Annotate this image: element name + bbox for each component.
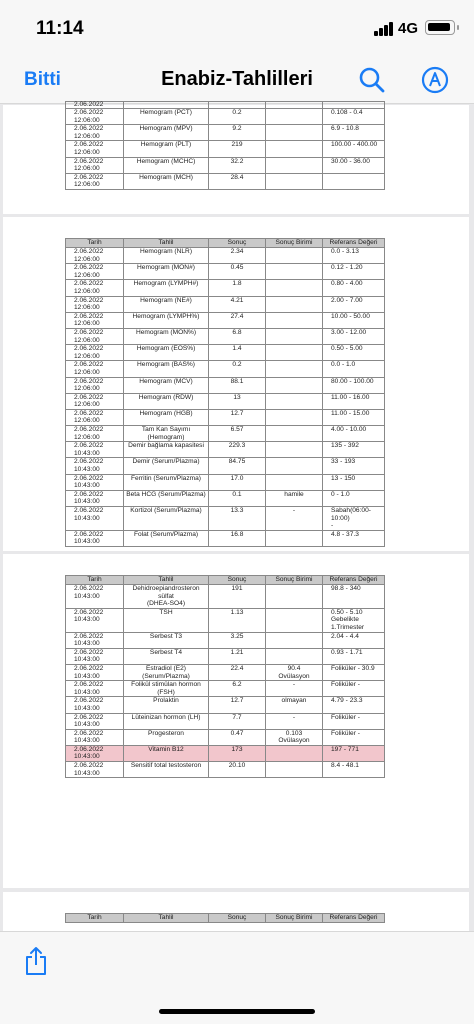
cell-result: 0.47 <box>209 729 266 745</box>
cell-unit: olmayan <box>266 697 323 713</box>
header-sonuc: Sonuç <box>209 914 266 923</box>
cell-test-name: Folikül stimülan hormon (FSH) <box>124 681 209 697</box>
cell-test-name: Estradiol (E2) (Serum/Plazma) <box>124 664 209 680</box>
cell-unit <box>266 530 323 546</box>
cell-date: 2.06.2022 12:06:00 <box>66 141 124 157</box>
cell-result: 1.13 <box>209 608 266 632</box>
cell-date: 2.06.2022 10:43:00 <box>66 729 124 745</box>
cell-test-name: Serbest T4 <box>124 648 209 664</box>
cell-test-name: Hemogram (HGB) <box>124 409 209 425</box>
cell-test-name: Hemogram (PCT) <box>124 109 209 125</box>
cell-unit <box>266 173 323 189</box>
cell-result: 0.45 <box>209 264 266 280</box>
cell-result: 6.2 <box>209 681 266 697</box>
table-row <box>66 458 385 474</box>
pdf-page-2 <box>3 217 469 551</box>
cell-result: 4.21 <box>209 296 266 312</box>
cell-reference: 3.00 - 12.00 <box>323 328 385 344</box>
header-tarih: Tarih <box>66 239 124 248</box>
cell-reference: 100.00 - 400.00 <box>323 141 385 157</box>
cell-date: 2.06.2022 <box>66 102 124 109</box>
cell-result: 0.2 <box>209 109 266 125</box>
table-row <box>66 125 385 141</box>
cell-result: 17.0 <box>209 474 266 490</box>
cell-date: 2.06.2022 12:06:00 <box>66 109 124 125</box>
table-row <box>66 173 385 189</box>
cell-unit: 0.103 Ovülasyon <box>266 729 323 745</box>
cell-unit <box>266 632 323 648</box>
cell-test-name: Vitamin B12 <box>124 745 209 761</box>
cell-reference: 4.8 - 37.3 <box>323 530 385 546</box>
table-row <box>66 762 385 778</box>
table-row <box>66 745 385 761</box>
document-title: Enabiz-Tahlilleri <box>161 68 313 90</box>
table-header-row <box>66 576 385 585</box>
table-row <box>66 426 385 442</box>
cell-result: 32.2 <box>209 157 266 173</box>
cellular-signal-icon <box>374 22 394 36</box>
cell-result: 88.1 <box>209 377 266 393</box>
cell-unit <box>266 264 323 280</box>
cell-unit <box>266 393 323 409</box>
table-header-row <box>66 914 385 923</box>
cell-date: 2.06.2022 12:06:00 <box>66 393 124 409</box>
table-row <box>66 345 385 361</box>
table-row <box>66 393 385 409</box>
cell-test-name: Demir (Serum/Plazma) <box>124 458 209 474</box>
cell-result: 27.4 <box>209 312 266 328</box>
cell-unit: - <box>266 713 323 729</box>
cell-unit <box>266 762 323 778</box>
cell-reference: 33 - 193 <box>323 458 385 474</box>
cell-test-name: Lüteinizan hormon (LH) <box>124 713 209 729</box>
cell-date: 2.06.2022 10:43:00 <box>66 745 124 761</box>
markup-icon[interactable] <box>421 66 449 94</box>
table-header-row <box>66 239 385 248</box>
header-tahlil: Tahlil <box>124 239 209 248</box>
cell-unit <box>266 585 323 609</box>
header-sonuc-birimi: Sonuç Birimi <box>266 239 323 248</box>
cell-reference: 0.80 - 4.00 <box>323 280 385 296</box>
cell-test-name: Progesteron <box>124 729 209 745</box>
cell-reference: 10.00 - 50.00 <box>323 312 385 328</box>
cell-unit <box>266 109 323 125</box>
cell-reference: 0.50 - 5.00 <box>323 345 385 361</box>
cell-unit <box>266 474 323 490</box>
cell-result: 3.25 <box>209 632 266 648</box>
share-icon[interactable] <box>24 946 48 976</box>
table-row <box>66 697 385 713</box>
cell-test-name: Sensitif total testosteron <box>124 762 209 778</box>
cell-test-name: Hemogram (NE#) <box>124 296 209 312</box>
cell-test-name: Hemogram (MCH) <box>124 173 209 189</box>
table-row <box>66 296 385 312</box>
cell-unit <box>266 458 323 474</box>
header-referans: Referans Değeri <box>323 914 385 923</box>
cell-unit <box>266 409 323 425</box>
cell-test-name: Hemogram (LYMPH%) <box>124 312 209 328</box>
cell-date: 2.06.2022 10:43:00 <box>66 608 124 632</box>
cell-test-name: Hemogram (MON%) <box>124 328 209 344</box>
cell-result: 12.7 <box>209 409 266 425</box>
cell-test-name: Hemogram (EOS%) <box>124 345 209 361</box>
cell-test-name: Hemogram (PLT) <box>124 141 209 157</box>
cell-reference: 0.50 - 5.10 Gebelikte 1.Trimester <box>323 608 385 632</box>
cell-result: 1.8 <box>209 280 266 296</box>
cell-unit <box>266 345 323 361</box>
cell-reference: 98.8 - 340 <box>323 585 385 609</box>
table-row <box>66 681 385 697</box>
network-type: 4G <box>398 20 419 37</box>
battery-icon <box>425 20 455 35</box>
table-row <box>66 328 385 344</box>
table-row <box>66 109 385 125</box>
cell-date: 2.06.2022 12:06:00 <box>66 125 124 141</box>
table-row <box>66 377 385 393</box>
cell-unit <box>266 377 323 393</box>
cell-test-name: Serbest T3 <box>124 632 209 648</box>
cell-date: 2.06.2022 12:06:00 <box>66 296 124 312</box>
cell-result: 9.2 <box>209 125 266 141</box>
cell-unit <box>266 442 323 458</box>
cell-reference: 2.00 - 7.00 <box>323 296 385 312</box>
cell-date: 2.06.2022 12:06:00 <box>66 345 124 361</box>
cell-reference: 0 - 1.0 <box>323 490 385 506</box>
cell-reference: Foliküler - <box>323 713 385 729</box>
cell-date: 2.06.2022 10:43:00 <box>66 507 124 531</box>
cell-date: 2.06.2022 10:43:00 <box>66 697 124 713</box>
cell-result: 191 <box>209 585 266 609</box>
cell-date: 2.06.2022 12:06:00 <box>66 377 124 393</box>
header-tarih: Tarih <box>66 576 124 585</box>
cell-unit <box>266 745 323 761</box>
cell-date: 2.06.2022 10:43:00 <box>66 490 124 506</box>
table-row <box>66 442 385 458</box>
cell-unit <box>266 648 323 664</box>
cell-result: 13.3 <box>209 507 266 531</box>
cell-reference: 0.0 - 3.13 <box>323 248 385 264</box>
header-tahlil: Tahlil <box>124 914 209 923</box>
cell-result: 0.2 <box>209 361 266 377</box>
cell-date: 2.06.2022 10:43:00 <box>66 681 124 697</box>
cell-date: 2.06.2022 12:06:00 <box>66 248 124 264</box>
cell-result: 22.4 <box>209 664 266 680</box>
header-referans: Referans Değeri <box>323 576 385 585</box>
cell-reference: 4.79 - 23.3 <box>323 697 385 713</box>
cell-result: 13 <box>209 393 266 409</box>
cell-result: 1.4 <box>209 345 266 361</box>
cell-date: 2.06.2022 12:06:00 <box>66 173 124 189</box>
cell-test-name: Hemogram (MCV) <box>124 377 209 393</box>
cell-reference: 135 - 392 <box>323 442 385 458</box>
cell-unit: - <box>266 681 323 697</box>
cell-reference: 197 - 771 <box>323 745 385 761</box>
cell-unit <box>266 312 323 328</box>
table-row <box>66 664 385 680</box>
header-tarih: Tarih <box>66 914 124 923</box>
cell-unit <box>266 248 323 264</box>
header-sonuc: Sonuç <box>209 239 266 248</box>
cell-test-name: Ferritin (Serum/Plazma) <box>124 474 209 490</box>
cell-reference: Sabah(06:00-10:00) - <box>323 507 385 531</box>
table-row <box>66 490 385 506</box>
cell-date: 2.06.2022 10:43:00 <box>66 713 124 729</box>
table-row <box>66 632 385 648</box>
cell-date: 2.06.2022 12:06:00 <box>66 328 124 344</box>
cell-date: 2.06.2022 12:06:00 <box>66 157 124 173</box>
cell-result: 1.21 <box>209 648 266 664</box>
cell-test-name: Hemogram (RDW) <box>124 393 209 409</box>
table-row <box>66 141 385 157</box>
cell-test-name: Kortizol (Serum/Plazma) <box>124 507 209 531</box>
cell-unit <box>266 141 323 157</box>
cell-test-name: Demir bağlama kapasitesi <box>124 442 209 458</box>
cell-reference: 13 - 150 <box>323 474 385 490</box>
cell-reference: 0.108 - 0.4 <box>323 109 385 125</box>
cell-unit <box>266 426 323 442</box>
status-time: 11:14 <box>36 18 84 39</box>
cell-unit <box>266 361 323 377</box>
lab-results-table <box>65 101 385 190</box>
cell-unit <box>266 296 323 312</box>
cell-unit <box>266 608 323 632</box>
cell-unit: hamile <box>266 490 323 506</box>
lab-results-table <box>65 575 385 778</box>
cell-reference: 11.00 - 15.00 <box>323 409 385 425</box>
cell-test-name: TSH <box>124 608 209 632</box>
table-row <box>66 248 385 264</box>
cell-result: 12.7 <box>209 697 266 713</box>
cell-result: 6.57 <box>209 426 266 442</box>
lab-results-table <box>65 913 385 923</box>
cell-unit: 90.4 Ovülasyon <box>266 664 323 680</box>
cell-date: 2.06.2022 10:43:00 <box>66 632 124 648</box>
navigation-bar <box>0 56 474 104</box>
cell-reference: 4.00 - 10.00 <box>323 426 385 442</box>
cell-test-name: Hemogram (MPV) <box>124 125 209 141</box>
search-icon[interactable] <box>358 66 386 94</box>
table-row <box>66 157 385 173</box>
table-row <box>66 713 385 729</box>
document-scroll-view[interactable] <box>0 101 474 931</box>
cell-date: 2.06.2022 10:43:00 <box>66 530 124 546</box>
cell-reference: 0.0 - 1.0 <box>323 361 385 377</box>
cell-reference: 6.9 - 10.8 <box>323 125 385 141</box>
cell-date: 2.06.2022 12:06:00 <box>66 361 124 377</box>
status-bar <box>0 0 474 56</box>
cell-date: 2.06.2022 12:06:00 <box>66 280 124 296</box>
cell-result: 28.4 <box>209 173 266 189</box>
cell-test-name: Hemogram (MON#) <box>124 264 209 280</box>
cell-date: 2.06.2022 12:06:00 <box>66 426 124 442</box>
cell-test-name: Tam Kan Sayımı (Hemogram) <box>124 426 209 442</box>
cell-test-name: Dehidroepiandrosteron sülfat (DHEA-SO4) <box>124 585 209 609</box>
cell-date: 2.06.2022 10:43:00 <box>66 648 124 664</box>
cell-result: 219 <box>209 141 266 157</box>
header-sonuc-birimi: Sonuç Birimi <box>266 914 323 923</box>
cell-result: 6.8 <box>209 328 266 344</box>
cell-reference: 2.04 - 4.4 <box>323 632 385 648</box>
table-row <box>66 648 385 664</box>
pdf-page-1 <box>3 101 469 214</box>
cell-reference <box>323 173 385 189</box>
cell-reference: Foliküler - <box>323 729 385 745</box>
cell-date: 2.06.2022 12:06:00 <box>66 312 124 328</box>
cell-test-name: Hemogram (MCHC) <box>124 157 209 173</box>
cell-test-name: Folat (Serum/Plazma) <box>124 530 209 546</box>
table-row <box>66 264 385 280</box>
cell-unit <box>266 125 323 141</box>
cell-reference: 80.00 - 100.00 <box>323 377 385 393</box>
cell-result: 173 <box>209 745 266 761</box>
cell-test-name: Hemogram (LYMPH#) <box>124 280 209 296</box>
table-row <box>66 280 385 296</box>
cell-date: 2.06.2022 10:43:00 <box>66 474 124 490</box>
cell-date: 2.06.2022 10:43:00 <box>66 664 124 680</box>
cell-date: 2.06.2022 10:43:00 <box>66 762 124 778</box>
table-row <box>66 312 385 328</box>
cell-reference: 8.4 - 48.1 <box>323 762 385 778</box>
cell-test-name: Prolaktin <box>124 697 209 713</box>
pdf-page-3 <box>3 554 469 888</box>
cell-unit <box>266 328 323 344</box>
cell-date: 2.06.2022 12:06:00 <box>66 264 124 280</box>
cell-result: 84.75 <box>209 458 266 474</box>
cell-result: 16.8 <box>209 530 266 546</box>
cell-test-name: Hemogram (NLR) <box>124 248 209 264</box>
cell-reference: 0.12 - 1.20 <box>323 264 385 280</box>
cell-unit: - <box>266 507 323 531</box>
header-referans: Referans Değeri <box>323 239 385 248</box>
cell-unit <box>266 157 323 173</box>
cell-reference: 30.00 - 36.00 <box>323 157 385 173</box>
table-row <box>66 507 385 531</box>
table-row <box>66 585 385 609</box>
home-indicator[interactable] <box>159 1009 315 1014</box>
cell-result: 0.1 <box>209 490 266 506</box>
cell-test-name: Hemogram (BAS%) <box>124 361 209 377</box>
cell-result: 2.34 <box>209 248 266 264</box>
cell-unit <box>266 280 323 296</box>
cell-reference: Foliküler - <box>323 681 385 697</box>
table-row <box>66 729 385 745</box>
cell-date: 2.06.2022 10:43:00 <box>66 442 124 458</box>
cell-date: 2.06.2022 12:06:00 <box>66 409 124 425</box>
header-sonuc-birimi: Sonuç Birimi <box>266 576 323 585</box>
cell-reference: 11.00 - 16.00 <box>323 393 385 409</box>
table-row <box>66 530 385 546</box>
cell-date: 2.06.2022 10:43:00 <box>66 458 124 474</box>
lab-results-table <box>65 238 385 547</box>
cell-result: 229.3 <box>209 442 266 458</box>
cell-date: 2.06.2022 10:43:00 <box>66 585 124 609</box>
table-row <box>66 361 385 377</box>
cell-result: 7.7 <box>209 713 266 729</box>
table-row <box>66 409 385 425</box>
table-row <box>66 102 385 109</box>
table-row <box>66 608 385 632</box>
cell-reference: Foliküler - 30.9 <box>323 664 385 680</box>
header-sonuc: Sonuç <box>209 576 266 585</box>
done-button[interactable]: Bitti <box>24 69 61 90</box>
table-row <box>66 474 385 490</box>
cell-reference: 0.93 - 1.71 <box>323 648 385 664</box>
cell-test-name: Beta HCG (Serum/Plazma) <box>124 490 209 506</box>
cell-result: 20.10 <box>209 762 266 778</box>
header-tahlil: Tahlil <box>124 576 209 585</box>
